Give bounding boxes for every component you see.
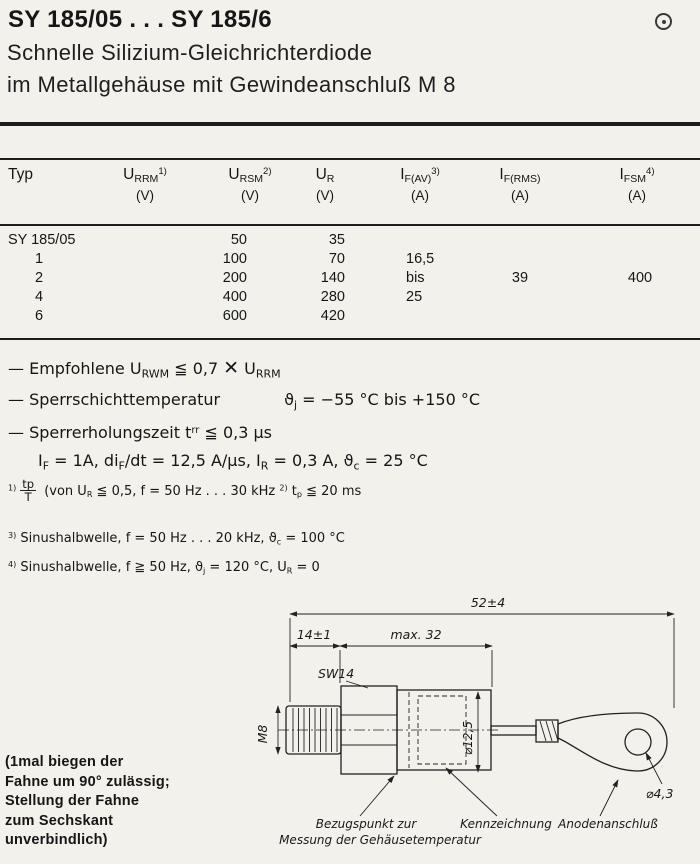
note-line: Fahne um 90° zulässig; xyxy=(5,773,170,790)
dimension-hole-diameter xyxy=(646,753,673,801)
cell-typ: 2 xyxy=(35,270,44,286)
header-symbol: $U_{RRM}^{1)}$ xyxy=(123,166,167,186)
cell-ifav: 25 xyxy=(406,289,423,305)
column-header-ifsm xyxy=(582,166,692,203)
body-diameter-label: ⌀12,5 xyxy=(461,721,475,755)
crimp-sleeve xyxy=(536,720,558,742)
header-unit: (V) xyxy=(241,188,259,204)
table-row xyxy=(0,232,700,251)
divider-thick xyxy=(0,122,700,126)
feature-urwm: — Empfohlene $U_{RWM}$ ≦ 0,7 ✕ $U_{RRM}$ xyxy=(8,357,281,381)
table-header-rule xyxy=(0,224,700,226)
dim-label-body-length: max. 32 xyxy=(390,627,442,642)
lead-wire xyxy=(491,726,536,735)
cell-ifsm: 400 xyxy=(627,270,653,286)
note-line: unverbindlich) xyxy=(5,832,108,848)
header-symbol: $I_{F(AV)}^{3)}$ xyxy=(400,166,440,186)
cell-v2: 70 xyxy=(328,251,345,267)
feature-junction-temperature: — Sperrschichttemperatur $ϑ_j = -55$ °C bis +150 °C xyxy=(8,390,481,412)
dimension-body-diameter xyxy=(461,692,478,772)
cell-typ: 4 xyxy=(35,289,44,305)
logo-dot-icon xyxy=(662,20,666,24)
header-unit: (A) xyxy=(511,188,529,204)
footnote-1: $^{1)}$ $\frac{tp}{T}$ (von $U_R$ ≦ 0,5, f = 50 Hz . . . 30 kHz $^{2)}$ $t_p$ ≦ 20 ms xyxy=(8,477,362,505)
table-row xyxy=(0,251,700,270)
table-bottom-rule xyxy=(0,338,700,340)
header-unit: (V) xyxy=(136,188,154,204)
anode-label: Anodenanschluß xyxy=(558,817,658,831)
dimension-body-length xyxy=(340,627,492,687)
subtitle-line-2: im Metallgehäuse mit Gewindeanschluß M 8 xyxy=(7,72,456,97)
column-header-ifav xyxy=(365,166,475,203)
cell-v1: 100 xyxy=(222,251,247,267)
reference-point-label-line1: Bezugspunkt zur xyxy=(315,817,417,831)
note-line: (1mal biegen der xyxy=(5,754,124,770)
column-header-urrm xyxy=(90,166,200,203)
header-symbol: Typ xyxy=(8,166,33,183)
column-header-typ xyxy=(8,166,88,184)
wrench-size-callout xyxy=(318,666,368,688)
cell-v2: 140 xyxy=(320,270,345,286)
column-header-ifrms xyxy=(465,166,575,203)
thread-size-label: M8 xyxy=(255,724,270,744)
cell-v2: 35 xyxy=(328,232,345,248)
note-line: zum Sechskant xyxy=(5,812,114,829)
cell-v1: 50 xyxy=(230,232,247,248)
table-row xyxy=(0,289,700,308)
cell-v1: 200 xyxy=(222,270,247,286)
table-row xyxy=(0,270,700,289)
callout-reference-point xyxy=(279,776,482,847)
callout-anode xyxy=(557,780,658,831)
table-top-rule xyxy=(0,158,700,160)
cell-ifrms: 39 xyxy=(511,270,529,286)
flag-bend-note xyxy=(5,753,170,851)
header-symbol: $U_R$ xyxy=(315,166,335,186)
cell-typ: 6 xyxy=(35,308,44,324)
thread-stud xyxy=(286,706,341,754)
feature-reverse-recovery: — Sperrerholungszeit $t^{rr}$ ≦ 0,3 μs xyxy=(8,423,272,442)
cell-ifav: bis xyxy=(406,270,425,286)
anode-hole xyxy=(625,729,651,755)
header-symbol: $U_{RSM}^{2)}$ xyxy=(228,166,272,186)
subtitle-line-1: Schnelle Silizium-Gleichrichterdiode xyxy=(7,40,373,65)
dim-label-overall: 52±4 xyxy=(470,595,506,610)
cell-v1: 600 xyxy=(222,308,247,324)
table-header xyxy=(0,166,700,224)
cell-typ: SY 185/05 xyxy=(8,232,76,248)
table-row xyxy=(0,308,700,327)
header-unit: (A) xyxy=(628,188,646,204)
marking-label: Kennzeichnung xyxy=(460,817,552,831)
cell-v2: 280 xyxy=(320,289,345,305)
header-symbol: $I_{F(RMS)}$ xyxy=(499,166,541,186)
header-unit: (A) xyxy=(411,188,429,204)
wrench-size-label: SW14 xyxy=(318,666,355,681)
cell-typ: 1 xyxy=(35,251,44,267)
note-line: Stellung der Fahne xyxy=(5,793,140,809)
table-body xyxy=(0,232,700,327)
cell-ifav: 16,5 xyxy=(406,251,435,267)
reference-point-label-line2: Messung der Gehäusetemperatur xyxy=(279,833,481,847)
column-header-ur xyxy=(280,166,370,203)
hole-diameter-label: ⌀4,3 xyxy=(646,786,674,801)
package-drawing xyxy=(248,588,700,864)
feature-recovery-conditions: $I_F = 1A$, $di_F/dt = 12,5$ A/μs, $I_R = 0,3$ A, $ϑ_c = 25$ °C xyxy=(38,451,428,473)
footnote-4: $^{4)}$ Sinushalbwelle, f ≧ 50 Hz, $ϑ_j = 120$ °C, $U_R = 0$ xyxy=(8,560,320,576)
cell-v2: 420 xyxy=(320,308,345,324)
header-unit: (V) xyxy=(316,188,334,204)
footnote-3: $^{3)}$ Sinushalbwelle, f = 50 Hz . . . 20 kHz, $ϑ_c = 100$ °C xyxy=(8,531,345,547)
header-symbol: $I_{FSM}^{4)}$ xyxy=(619,166,655,186)
page-title: SY 185/05 . . . SY 185/6 xyxy=(8,6,272,33)
dimension-overall-length xyxy=(290,595,674,708)
callout-marking xyxy=(446,768,552,831)
dimension-thread-size xyxy=(255,706,278,754)
cell-v1: 400 xyxy=(222,289,247,305)
logo-icon xyxy=(655,13,672,30)
dim-label-thread-length: 14±1 xyxy=(296,627,332,642)
